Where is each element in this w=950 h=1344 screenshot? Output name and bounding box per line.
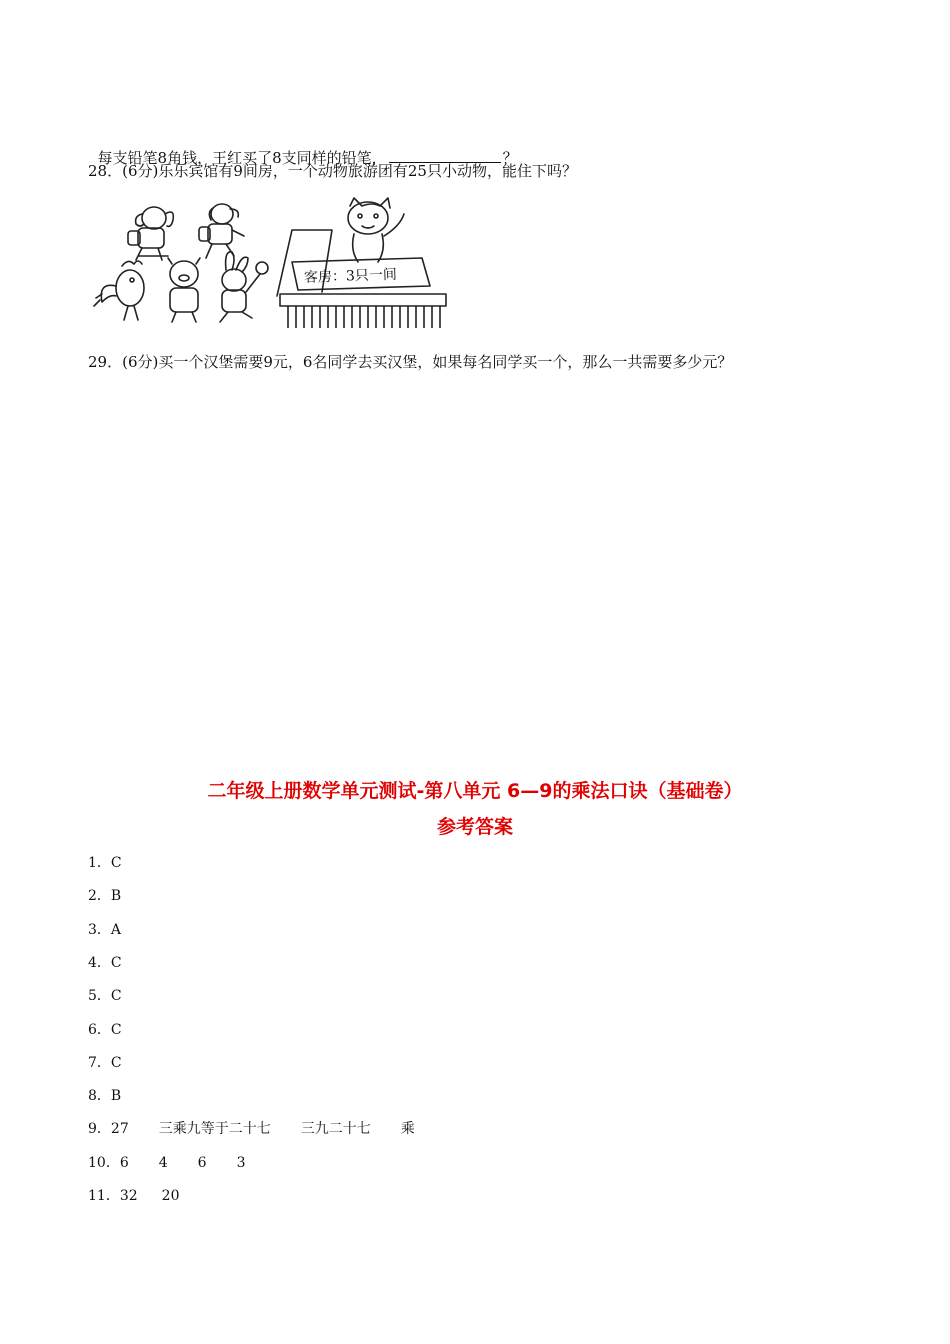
answer-number: 1． [88, 855, 111, 871]
answer-number: 10． [88, 1154, 120, 1171]
answer-item [88, 953, 122, 973]
answer-number: 5． [88, 988, 111, 1005]
elephant-figure [128, 207, 173, 260]
answer-item [88, 853, 122, 873]
hotel-animals-illustration [92, 196, 452, 328]
answer-value: A [110, 921, 122, 938]
answer-item [88, 1020, 122, 1040]
cat-figure [348, 198, 404, 262]
answer-number: 7． [88, 1054, 111, 1071]
answer-value: B [110, 1088, 122, 1105]
answer-number: 3． [88, 921, 111, 938]
answer-value: 乘 [400, 1121, 415, 1138]
q27-text: 每支铅笔8角钱，王红买了8支同样的铅笔， [97, 149, 387, 167]
answer-value: 4 [158, 1154, 168, 1171]
q27-end: ？ [502, 149, 518, 167]
pig-figure [168, 258, 200, 322]
rabbit-figure [220, 252, 268, 322]
answer-value: 6 [197, 1154, 207, 1171]
answer-value: C [110, 1054, 122, 1071]
room-sign-text: 客房：3只一间 [303, 266, 398, 287]
question-28: 28．(6分)乐乐宾馆有9间房，一个动物旅游团有25只小动物，能住下吗？ [88, 162, 577, 180]
answer-subtitle: 参考答案 [436, 816, 513, 838]
answer-number: 6． [88, 1021, 111, 1038]
answer-number: 11． [88, 1188, 120, 1204]
answer-number: 2． [88, 888, 111, 905]
answer-number: 8． [88, 1088, 111, 1105]
answer-item [88, 920, 121, 940]
answer-item [88, 1186, 179, 1206]
answer-value: 3 [236, 1154, 246, 1171]
answer-item [88, 1053, 122, 1073]
answer-value: 三九二十七 [300, 1121, 371, 1138]
answer-value: C [110, 954, 122, 971]
answer-number: 4． [88, 954, 111, 971]
answer-value: 6 [119, 1154, 129, 1171]
answer-title: 二年级上册数学单元测试-第八单元 6—9的乘法口诀（基础卷） [207, 780, 743, 802]
answer-value: C [110, 1021, 122, 1038]
answer-value: C [110, 855, 122, 871]
answer-value: 20 [161, 1188, 180, 1204]
answer-item [88, 986, 122, 1006]
dog-figure [199, 204, 244, 258]
answer-value: B [110, 888, 122, 905]
rooster-figure [94, 261, 144, 320]
answer-item [88, 1153, 246, 1173]
answer-item [88, 886, 121, 906]
answer-value: 三乘九等于二十七 [158, 1121, 271, 1138]
answer-item [88, 1086, 121, 1106]
answer-value: 27 [110, 1121, 129, 1138]
answer-item [88, 1119, 415, 1139]
answer-value: C [110, 988, 122, 1005]
question-29: 29．(6分)买一个汉堡需要9元，6名同学去买汉堡，如果每名同学买一个，那么一共需要多少元？ [88, 353, 733, 371]
answer-value: 32 [119, 1188, 138, 1204]
answer-number: 9． [88, 1121, 111, 1138]
